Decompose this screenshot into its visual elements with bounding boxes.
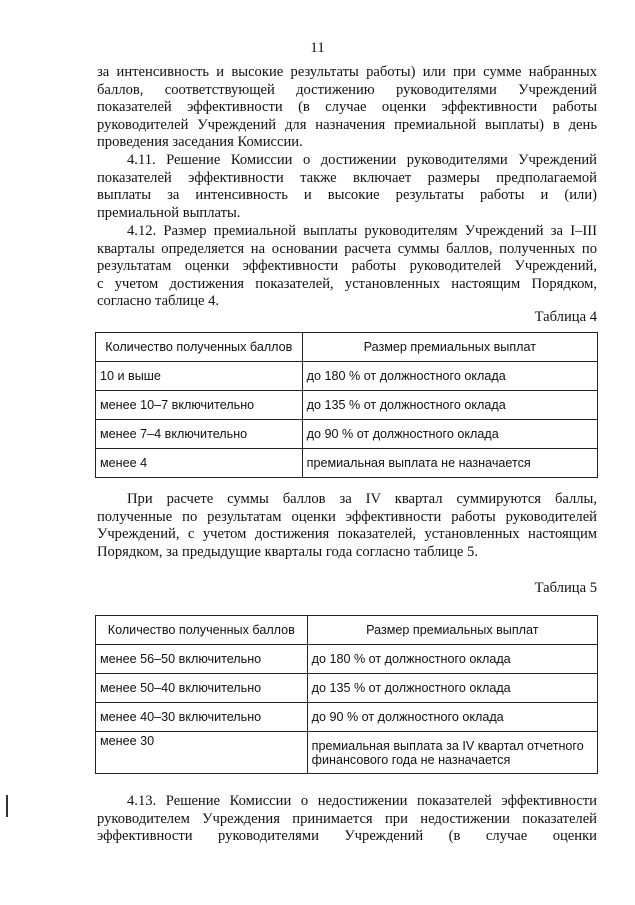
table-row	[96, 449, 598, 478]
table-row	[96, 703, 598, 732]
cell-points: менее 7–4 включительно	[96, 420, 303, 449]
cell-bonus: до 90 % от должностного оклада	[307, 703, 597, 732]
header-points: Количество полученных баллов	[96, 616, 308, 645]
text-line: выплаты за интенсивность и высокие результаты работы и (или)	[97, 187, 597, 204]
page-number: 11	[310, 40, 325, 56]
text-line: кварталы определяется на основании расчета суммы баллов, полученных по	[97, 240, 597, 257]
cell-bonus: премиальная выплата не назначается	[302, 449, 597, 478]
cell-points: менее 50–40 включительно	[96, 674, 308, 703]
text-line: эффективности руководителями Учреждений (в случае оценки	[97, 828, 597, 845]
header-points: Количество полученных баллов	[96, 333, 303, 362]
cell-bonus: до 135 % от должностного оклада	[302, 391, 597, 420]
table-header-row	[96, 616, 598, 645]
text-line: При расчете суммы баллов за IV квартал суммируются баллы,	[127, 491, 597, 507]
text-line: показателей эффективности также включает размеры предполагаемой	[97, 169, 597, 186]
cell-points: 10 и выше	[96, 362, 303, 391]
table-header-row	[96, 333, 598, 362]
table-row	[96, 674, 598, 703]
cell-bonus: до 135 % от должностного оклада	[307, 674, 597, 703]
cell-points: менее 40–30 включительно	[96, 703, 308, 732]
table-row	[96, 645, 598, 674]
table-4	[95, 332, 598, 478]
table-4-caption: Таблица 4	[534, 309, 597, 325]
table-5-caption: Таблица 5	[534, 580, 597, 596]
cell-bonus: премиальная выплата за IV квартал отчетного финансового года не назначается	[307, 732, 597, 774]
text-line: за интенсивность и высокие результаты работы) или при сумме набранных	[97, 64, 597, 80]
cell-points: менее 4	[96, 449, 303, 478]
text-line: 4.12. Размер премиальной выплаты руководителям Учреждений за I–III	[127, 223, 597, 239]
text-line: результатам оценки эффективности работы руководителей Учреждений,	[97, 258, 597, 275]
cell-bonus: до 90 % от должностного оклада	[302, 420, 597, 449]
paragraph-4-12	[97, 223, 597, 311]
table-row	[96, 732, 598, 774]
paragraph-4-13	[97, 793, 597, 846]
text-line: согласно таблице 4.	[97, 293, 220, 310]
header-bonus: Размер премиальных выплат	[307, 616, 597, 645]
cell-points: менее 56–50 включительно	[96, 645, 308, 674]
table-row	[96, 420, 598, 449]
text-line: 4.11. Решение Комиссии о достижении руководителями Учреждений	[127, 152, 597, 168]
table-5	[95, 615, 598, 774]
table-row	[96, 391, 598, 420]
paragraph-quarter-iv	[97, 491, 597, 561]
paragraph-4-11	[97, 152, 597, 222]
text-line: премиальной выплаты.	[97, 204, 241, 221]
text-line: с учетом достижения показателей, установленных настоящим Порядком,	[97, 275, 597, 292]
text-line: руководителей Учреждений для назначения премиальной выплаты) в день	[97, 116, 597, 133]
text-line: показателей эффективности (в случае оценки эффективности работы	[97, 99, 597, 116]
text-line: полученные по результатам оценки эффективности работы руководителей	[97, 508, 597, 525]
cell-bonus: до 180 % от должностного оклада	[302, 362, 597, 391]
text-line: Учреждений, с учетом достижения показателей, установленных настоящим	[97, 526, 597, 543]
cell-points: менее 30	[96, 732, 308, 774]
paragraph-continuation	[97, 64, 597, 152]
header-bonus: Размер премиальных выплат	[302, 333, 597, 362]
cell-bonus: до 180 % от должностного оклада	[307, 645, 597, 674]
text-line: руководителем Учреждения принимается при недостижении показателей	[97, 810, 597, 827]
cell-points: менее 10–7 включительно	[96, 391, 303, 420]
text-line: Порядком, за предыдущие кварталы года согласно таблице 5.	[97, 543, 478, 560]
text-line: проведения заседания Комиссии.	[97, 134, 303, 151]
text-line: 4.13. Решение Комиссии о недостижении показателей эффективности	[127, 793, 597, 809]
scan-edge-mark	[6, 795, 8, 817]
table-row	[96, 362, 598, 391]
text-line: баллов, соответствующей достижению руководителями Учреждений	[97, 81, 597, 98]
